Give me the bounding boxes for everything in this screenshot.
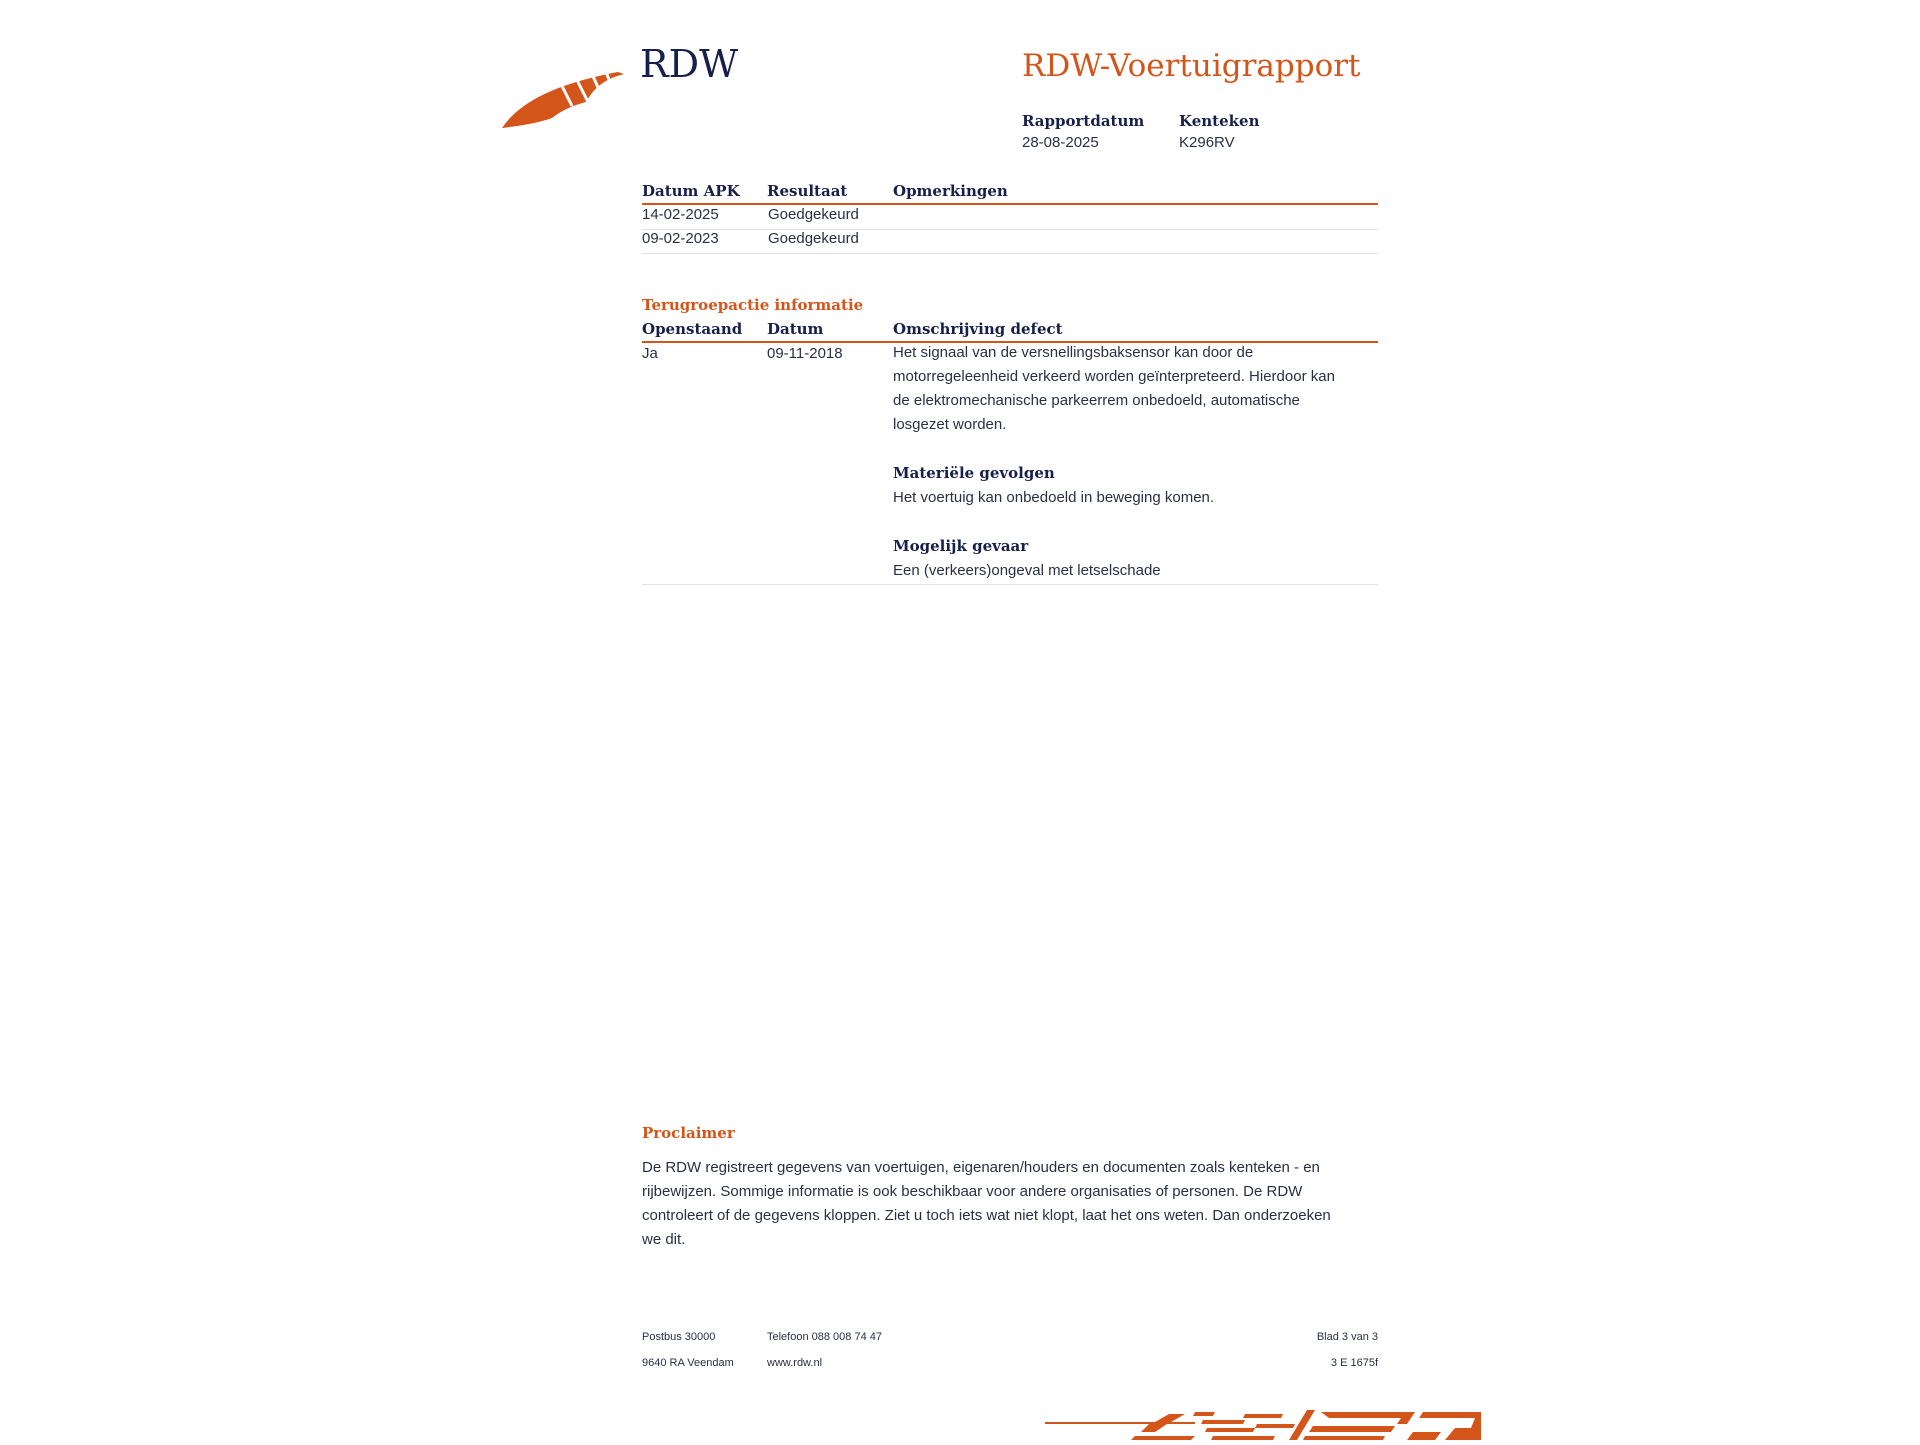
footer-phone: Telefoon 088 008 74 47 xyxy=(767,1331,882,1343)
description-line: motorregeleenheid verkeerd worden geïnterpreteerd. Hierdoor kan xyxy=(893,368,1335,385)
footer-city: 9640 RA Veendam xyxy=(642,1357,734,1369)
footer-website[interactable]: www.rdw.nl xyxy=(767,1357,823,1369)
apk-col-remarks: Opmerkingen xyxy=(893,182,1008,200)
rdw-feather-logo-icon xyxy=(500,62,625,130)
recall-section-title: Terugroepactie informatie xyxy=(642,296,864,314)
recall-open-value: Ja xyxy=(642,345,658,362)
recall-row-divider xyxy=(642,584,1378,585)
recall-col-date: Datum xyxy=(767,320,824,338)
description-line: losgezet worden. xyxy=(893,416,1007,433)
description-line: de elektromechanische parkeerrem onbedoeld, automatische xyxy=(893,392,1300,409)
apk-col-result: Resultaat xyxy=(767,182,848,200)
brand-name: RDW xyxy=(640,42,739,86)
danger-title: Mogelijk gevaar xyxy=(893,537,1029,555)
recall-col-open: Openstaand xyxy=(642,320,743,338)
footer-code: 3 E 1675f xyxy=(1330,1357,1378,1369)
footer-page: Blad 3 van 3 xyxy=(1316,1331,1378,1343)
consequences-title: Materiële gevolgen xyxy=(893,464,1055,482)
apk-result: Goedgekeurd xyxy=(768,230,859,247)
consequences-text: Het voertuig kan onbedoeld in beweging komen. xyxy=(893,489,1215,506)
plate-label: Kenteken xyxy=(1179,112,1260,130)
recall-date-value: 09-11-2018 xyxy=(767,345,843,362)
rdw-stripes-decoration-icon xyxy=(1045,1410,1481,1440)
proclaimer-line: we dit. xyxy=(642,1231,686,1248)
danger-text: Een (verkeers)ongeval met letselschade xyxy=(893,562,1161,579)
apk-result: Goedgekeurd xyxy=(768,206,859,223)
apk-date: 14-02-2025 xyxy=(642,206,719,223)
table-row xyxy=(642,206,1378,230)
proclaimer-line: controleert of de gegevens kloppen. Ziet u toch iets wat niet klopt, laat het ons weten. Dan onderzoeken xyxy=(642,1207,1331,1224)
recall-col-description: Omschrijving defect xyxy=(893,320,1063,338)
apk-col-date: Datum APK xyxy=(642,182,740,200)
proclaimer-line: rijbewijzen. Sommige informatie is ook beschikbaar voor andere organisaties of personen. De RDW xyxy=(642,1183,1303,1200)
footer-postbus: Postbus 30000 xyxy=(642,1331,716,1343)
report-date-label: Rapportdatum xyxy=(1022,112,1145,130)
report-title: RDW-Voertuigrapport xyxy=(1022,48,1361,84)
plate-value: K296RV xyxy=(1179,134,1235,151)
apk-header-divider xyxy=(642,203,1378,205)
description-line: Het signaal van de versnellingsbaksensor kan door de xyxy=(893,344,1254,361)
proclaimer-text xyxy=(642,1156,1402,1252)
recall-description xyxy=(893,341,1383,437)
apk-date: 09-02-2023 xyxy=(642,230,719,247)
report-date-value: 28-08-2025 xyxy=(1022,134,1099,151)
apk-row-divider xyxy=(642,253,1378,254)
proclaimer-line: De RDW registreert gegevens van voertuigen, eigenaren/houders en documenten zoals kenteken - en xyxy=(642,1159,1320,1176)
proclaimer-title: Proclaimer xyxy=(642,1124,735,1142)
table-row xyxy=(642,230,1378,254)
